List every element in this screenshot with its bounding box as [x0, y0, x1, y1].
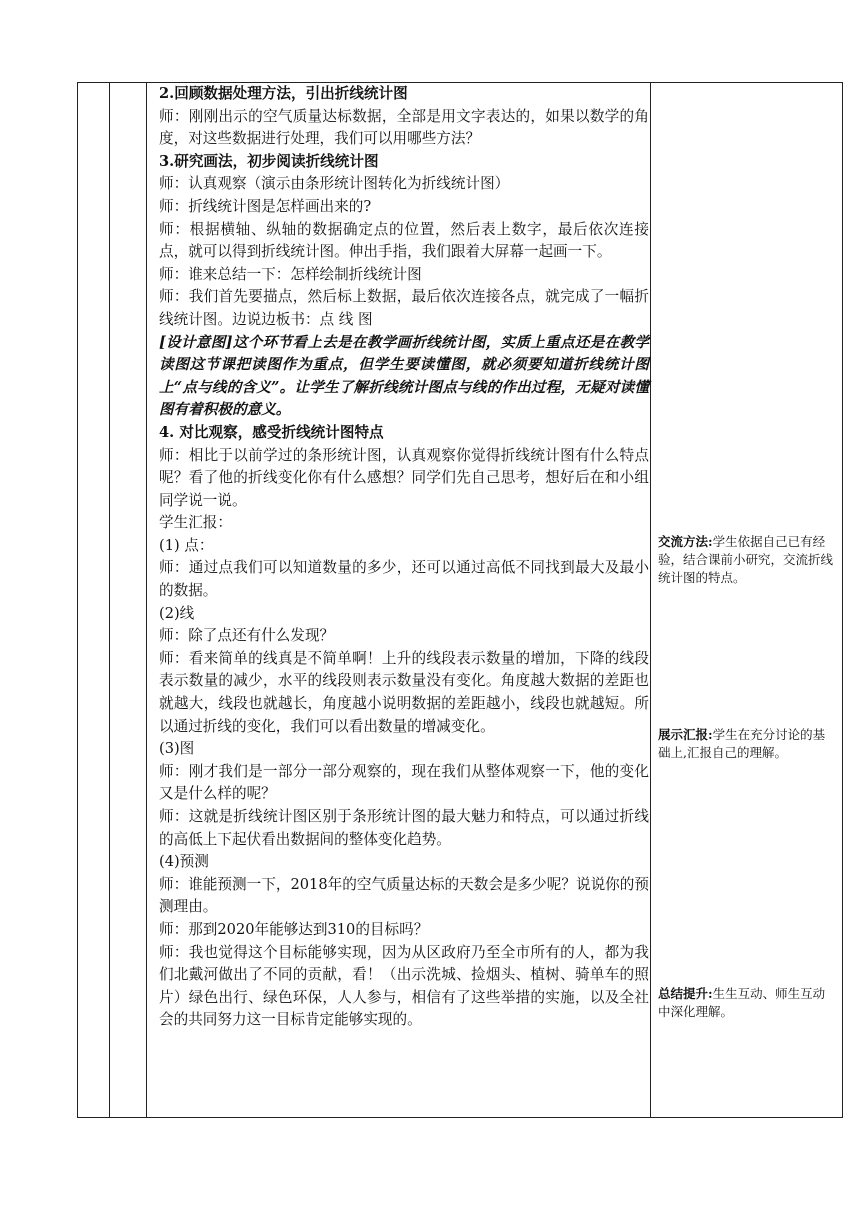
- paragraph: 师：通过点我们可以知道数量的多少，还可以通过高低不同找到最大及最小的数据。: [159, 559, 649, 600]
- section-heading: 2.回顾数据处理方法，引出折线统计图: [159, 85, 408, 102]
- side-note-text: 学生依据自己已有经验，结合课前小研究，交流折线统计图的特点。: [658, 534, 834, 585]
- column-divider-3: [650, 83, 651, 1117]
- section-heading: 4. 对比观察，感受折线统计图特点: [159, 423, 384, 441]
- paragraph: 师：谁来总结一下：怎样绘制折线统计图: [159, 265, 422, 283]
- paragraph: 师：相比于以前学过的条形统计图，认真观察你觉得折线统计图有什么特点呢？看了他的折线变化你有什么感想？同学们先自己思考，想好后在和小组同学说一说。: [159, 446, 649, 509]
- side-note-2: [658, 726, 836, 762]
- paragraph: (4)预测: [159, 853, 209, 871]
- side-note-1: [658, 533, 836, 587]
- side-note-text: 生生互动、师生互动中深化理解。: [658, 986, 826, 1019]
- column-divider-2: [146, 83, 147, 1117]
- paragraph: 师：那到2020年能够达到310的目标吗？: [159, 920, 429, 938]
- paragraph: 师：根据横轴、纵轴的数据确定点的位置，然后表上数字，最后依次连接点，就可以得到折线统计图。伸出手指，我们跟着大屏幕一起画一下。: [159, 220, 649, 261]
- paragraph: 师：看来简单的线真是不简单啊！上升的线段表示数量的增加，下降的线段表示数量的减少，水平的线段则表示数量没有变化。角度越大数据的差距也就越大，线段也就越长，角度越小说明数据的差距越小，线段也就越短。所以通过折线的变化，我们可以看出数量的增减变化。: [159, 649, 649, 735]
- paragraph: 师：这就是折线统计图区别于条形统计图的最大魅力和特点，可以通过折线的高低上下起伏看出数据间的整体变化趋势。: [159, 808, 649, 848]
- paragraph: 师：除了点还有什么发现？: [159, 627, 335, 645]
- teaching-process-column: [159, 83, 649, 1032]
- section-heading: [设计意图]这个环节看上去是在教学画折线统计图，实质上重点还是在教学读图这节课把读图作为重点，但学生要读懂图，就必须要知道折线统计图上“点与线的含义”。让学生了解折线统计图点与线的作出过程，无疑对读懂图有着积极的意义。: [159, 333, 649, 419]
- paragraph: (3)图: [159, 740, 195, 758]
- paragraph: 师：我也觉得这个目标能够实现，因为从区政府乃至全市所有的人，都为我们北戴河做出了不同的贡献，看！（出示洗城、捡烟头、植树、骑单车的照片）绿色出行、绿色环保，人人参与，相信有了这些举措的实施，以及全社会的共同努力这一目标肯定能够实现的。: [159, 943, 649, 1029]
- side-note-label: 交流方法:: [658, 534, 713, 549]
- side-note-text: 学生在充分讨论的基础上,汇报自己的理解。: [658, 727, 826, 760]
- paragraph: 师：认真观察（演示由条形统计图转化为折线统计图）: [159, 175, 510, 193]
- section-heading: 3.研究画法，初步阅读折线统计图: [159, 152, 379, 170]
- paragraph: 师：刚刚出示的空气质量达标数据，全部是用文字表达的，如果以数学的角度，对这些数据进行处理，我们可以用哪些方法？: [159, 107, 649, 148]
- paragraph: 师：我们首先要描点，然后标上数据，最后依次连接各点，就完成了一幅折线统计图。边说边板书：点 线 图: [159, 288, 649, 328]
- paragraph: 师：折线统计图是怎样画出来的?: [159, 197, 372, 215]
- paragraph: 学生汇报：: [159, 514, 232, 532]
- lesson-table: [77, 82, 843, 1118]
- side-note-3: [658, 985, 836, 1021]
- paragraph: 师：谁能预测一下，2018年的空气质量达标的天数会是多少呢？说说你的预测理由。: [159, 875, 649, 916]
- paragraph: 师：刚才我们是一部分一部分观察的，现在我们从整体观察一下，他的变化又是什么样的呢？: [159, 762, 649, 803]
- side-note-label: 展示汇报:: [658, 727, 713, 742]
- column-divider-1: [109, 83, 110, 1117]
- side-note-label: 总结提升:: [658, 986, 713, 1001]
- paragraph: (1) 点：: [159, 536, 214, 554]
- paragraph: (2)线: [159, 604, 195, 622]
